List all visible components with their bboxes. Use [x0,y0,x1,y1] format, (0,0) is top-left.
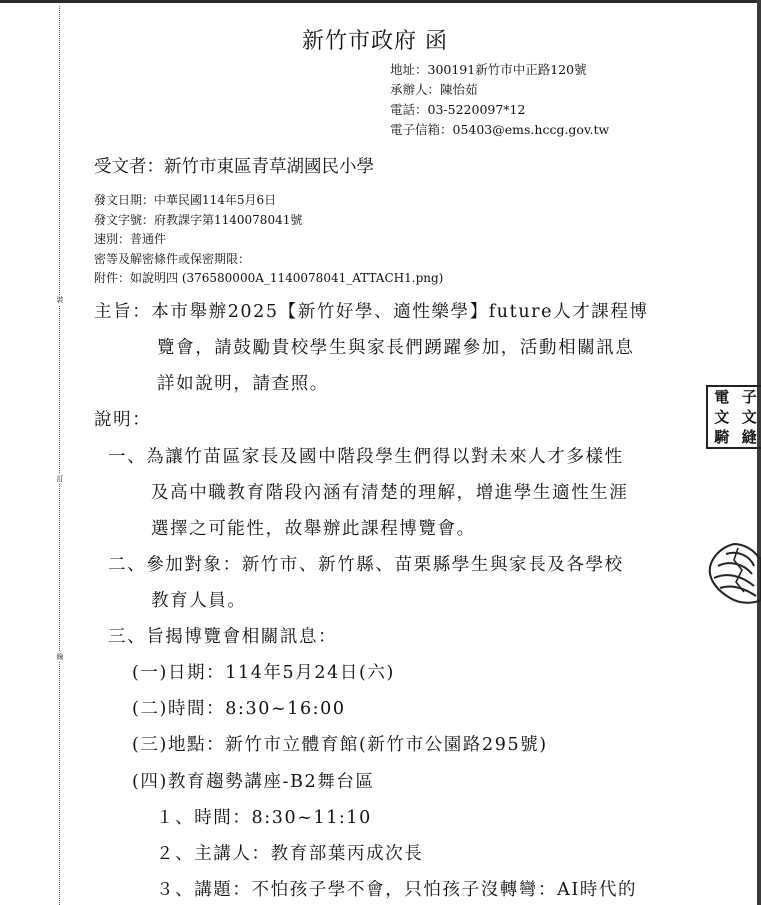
meta-confidentiality: 密等及解密條件或保密期限： [94,251,251,266]
stamp-char: 縫 [741,427,757,446]
lecture-speaker: ２、主講人：教育部葉丙成次長 [156,844,424,864]
window-right-border [757,0,761,905]
seal-mark-icon [704,540,761,606]
recipient: 受文者：新竹市東區青草湖國民小學 [94,157,374,177]
item-1-line: 一、為讓竹苗區家長及國中階段學生們得以對未來人才多樣性 [108,447,624,467]
stamp-char: 電 [714,387,730,406]
sender-phone: 電話：03-5220097*12 [390,102,526,117]
stamp-char: 騎 [714,427,730,446]
subject-line: 主旨：本市舉辦2025【新竹好學、適性樂學】future人才課程博 [94,302,649,322]
sub-item-lecture: (四)教育趨勢講座-B2舞台區 [132,772,375,792]
binding-line [59,6,60,905]
sender-contact-person: 承辦人：陳怡茹 [390,82,478,97]
item-1-line: 及高中職教育階段內涵有清楚的理解，增進學生適性生涯 [151,483,629,503]
binding-mark-ding: 訂 [54,474,66,484]
meta-speed: 速別：普通件 [94,232,167,246]
sub-item-time: (二)時間：8:30~16:00 [132,699,346,719]
sender-address: 地址：300191新竹市中正路120號 [390,62,587,77]
lecture-time: １、時間：8:30~11:10 [156,808,372,828]
stamp-char: 文 [741,407,757,426]
subject-line: 詳如說明，請查照。 [157,374,329,394]
sub-item-location: (三)地點：新竹市立體育館(新竹市公園路295號) [132,735,548,755]
sub-item-date: (一)日期：114年5月24日(六) [132,663,395,683]
binding-mark-xian: 線 [54,652,66,662]
meta-date: 發文日期：中華民國114年5月6日 [94,193,277,207]
item-1-line: 選擇之可能性，故舉辦此課程博覽會。 [151,519,476,539]
item-2-line: 教育人員。 [151,591,247,611]
sender-info [390,60,609,140]
window-top-border [0,0,761,3]
subject-line: 覽會，請鼓勵貴校學生與家長們踴躍參加，活動相關訊息 [157,338,635,358]
meta-attachment: 附件：如說明四 (376580000A_1140078041_ATTACH1.png) [94,271,444,285]
item-2-line: 二、參加對象：新竹市、新竹縣、苗栗縣學生與家長及各學校 [108,555,624,575]
binding-mark-zhuang: 裝 [54,295,66,305]
stamp-char: 子 [741,387,757,406]
electronic-seal-stamp [706,385,761,449]
sender-email: 電子信箱：05403@ems.hccg.gov.tw [390,122,610,137]
explanation-heading: 說明： [94,410,152,430]
meta-doc-number: 發文字號：府教課字第1140078041號 [94,212,303,227]
item-3-line: 三、旨揭博覽會相關訊息： [108,627,338,647]
document-title: 新竹市政府 函 [302,29,448,54]
document-meta [94,191,443,289]
lecture-topic: ３、講題：不怕孩子學不會，只怕孩子沒轉彎：AI時代的 [156,880,638,900]
stamp-char: 文 [714,407,730,426]
